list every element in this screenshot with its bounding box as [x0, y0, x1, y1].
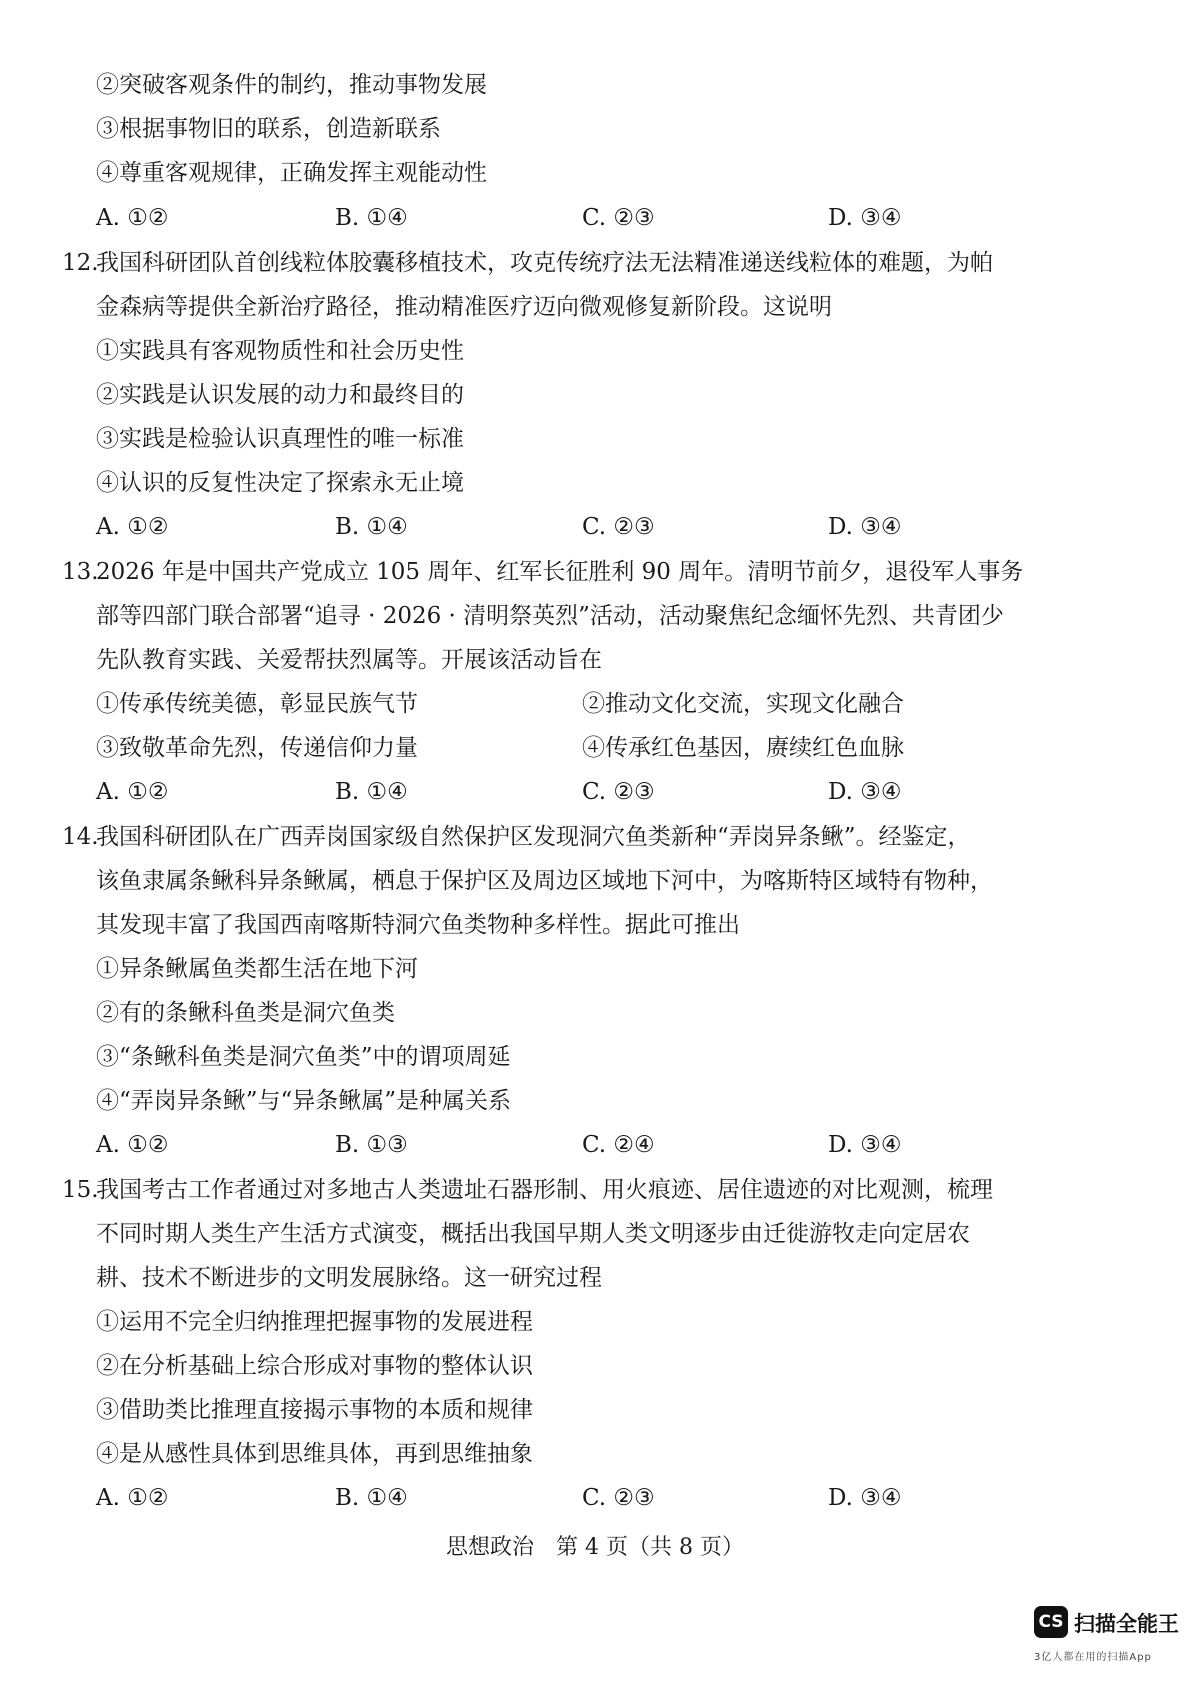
- q13-statement-2: ②推动文化交流，实现文化融合: [582, 691, 904, 717]
- q12-option-b: B. ①④: [335, 514, 408, 540]
- q13-option-b: B. ①④: [335, 779, 408, 805]
- q15-number: 15.: [62, 1177, 99, 1203]
- q14-option-a: A. ①②: [96, 1132, 169, 1158]
- q14-statement-4: ④“弄岗异条鳅”与“异条鳅属”是种属关系: [96, 1088, 512, 1114]
- q13-option-a: A. ①②: [96, 779, 169, 805]
- q12-statement-2: ②实践是认识发展的动力和最终目的: [96, 382, 464, 408]
- q12-option-c: C. ②③: [582, 514, 655, 540]
- q12-statement-1: ①实践具有客观物质性和社会历史性: [96, 338, 464, 364]
- q14-statement-3: ③“条鳅科鱼类是洞穴鱼类”中的谓项周延: [96, 1044, 511, 1070]
- q13-stem-line-2: 部等四部门联合部署“追寻 · 2026 · 清明祭英烈”活动，活动聚焦纪念缅怀先烈、共青团少: [96, 603, 1004, 629]
- q14-statement-2: ②有的条鳅科鱼类是洞穴鱼类: [96, 1000, 395, 1026]
- q15-stem-line-1: 我国考古工作者通过对多地古人类遗址石器形制、用火痕迹、居住遗迹的对比观测，梳理: [96, 1177, 993, 1203]
- scanner-watermark: [1034, 1606, 1179, 1666]
- q14-option-b: B. ①③: [335, 1132, 408, 1158]
- q15-statement-4: ④是从感性具体到思维具体，再到思维抽象: [96, 1441, 533, 1467]
- q14-statement-1: ①异条鳅属鱼类都生活在地下河: [96, 956, 418, 982]
- q14-stem-line-2: 该鱼隶属条鳅科异条鳅属，栖息于保护区及周边区域地下河中，为喀斯特区域特有物种，: [96, 868, 993, 894]
- q14-option-d: D. ③④: [828, 1132, 902, 1158]
- q11-option-c: C. ②③: [582, 205, 655, 231]
- q12-option-d: D. ③④: [828, 514, 902, 540]
- q12-number: 12.: [62, 250, 99, 276]
- page-footer: 思想政治 第 4 页（共 8 页）: [446, 1535, 744, 1560]
- q13-statement-4: ④传承红色基因，赓续红色血脉: [582, 735, 904, 761]
- q11-option-d: D. ③④: [828, 205, 902, 231]
- q13-option-d: D. ③④: [828, 779, 902, 805]
- q14-stem-line-3: 其发现丰富了我国西南喀斯特洞穴鱼类物种多样性。据此可推出: [96, 912, 740, 938]
- q13-stem-line-3: 先队教育实践、关爱帮扶烈属等。开展该活动旨在: [96, 647, 602, 673]
- q15-statement-2: ②在分析基础上综合形成对事物的整体认识: [96, 1353, 533, 1379]
- q15-stem-line-3: 耕、技术不断进步的文明发展脉络。这一研究过程: [96, 1265, 602, 1291]
- q13-stem-line-1: 2026 年是中国共产党成立 105 周年、红军长征胜利 90 周年。清明节前夕，退役军人事务: [96, 559, 1024, 585]
- watermark-app-name: 扫描全能王: [1074, 1612, 1179, 1636]
- q15-option-b: B. ①④: [335, 1485, 408, 1511]
- q15-statement-3: ③借助类比推理直接揭示事物的本质和规律: [96, 1397, 533, 1423]
- q15-option-a: A. ①②: [96, 1485, 169, 1511]
- q11-statement-3: ③根据事物旧的联系，创造新联系: [96, 116, 441, 142]
- q11-statement-4: ④尊重客观规律，正确发挥主观能动性: [96, 160, 487, 186]
- q11-option-b: B. ①④: [335, 205, 408, 231]
- q11-option-a: A. ①②: [96, 205, 169, 231]
- q15-option-d: D. ③④: [828, 1485, 902, 1511]
- q15-option-c: C. ②③: [582, 1485, 655, 1511]
- q15-statement-1: ①运用不完全归纳推理把握事物的发展进程: [96, 1309, 533, 1335]
- q14-option-c: C. ②④: [582, 1132, 655, 1158]
- q12-statement-4: ④认识的反复性决定了探索永无止境: [96, 470, 464, 496]
- q13-number: 13.: [62, 559, 99, 585]
- q12-stem-line-1: 我国科研团队首创线粒体胶囊移植技术，攻克传统疗法无法精准递送线粒体的难题，为帕: [96, 250, 993, 276]
- q12-statement-3: ③实践是检验认识真理性的唯一标准: [96, 426, 464, 452]
- cs-logo-icon: CS: [1034, 1606, 1068, 1638]
- q15-stem-line-2: 不同时期人类生产生活方式演变，概括出我国早期人类文明逐步由迁徙游牧走向定居农: [96, 1221, 970, 1247]
- q12-option-a: A. ①②: [96, 514, 169, 540]
- q12-stem-line-2: 金森病等提供全新治疗路径，推动精准医疗迈向微观修复新阶段。这说明: [96, 294, 832, 320]
- q13-statement-3: ③致敬革命先烈，传递信仰力量: [96, 735, 418, 761]
- q13-statement-1: ①传承传统美德，彰显民族气节: [96, 691, 418, 717]
- q13-option-c: C. ②③: [582, 779, 655, 805]
- q14-stem-line-1: 我国科研团队在广西弄岗国家级自然保护区发现洞穴鱼类新种“弄岗异条鳅”。经鉴定，: [96, 824, 971, 850]
- q11-statement-2: ②突破客观条件的制约，推动事物发展: [96, 72, 487, 98]
- watermark-tagline: 3亿人都在用的扫描App: [1034, 1652, 1152, 1663]
- q14-number: 14.: [62, 824, 99, 850]
